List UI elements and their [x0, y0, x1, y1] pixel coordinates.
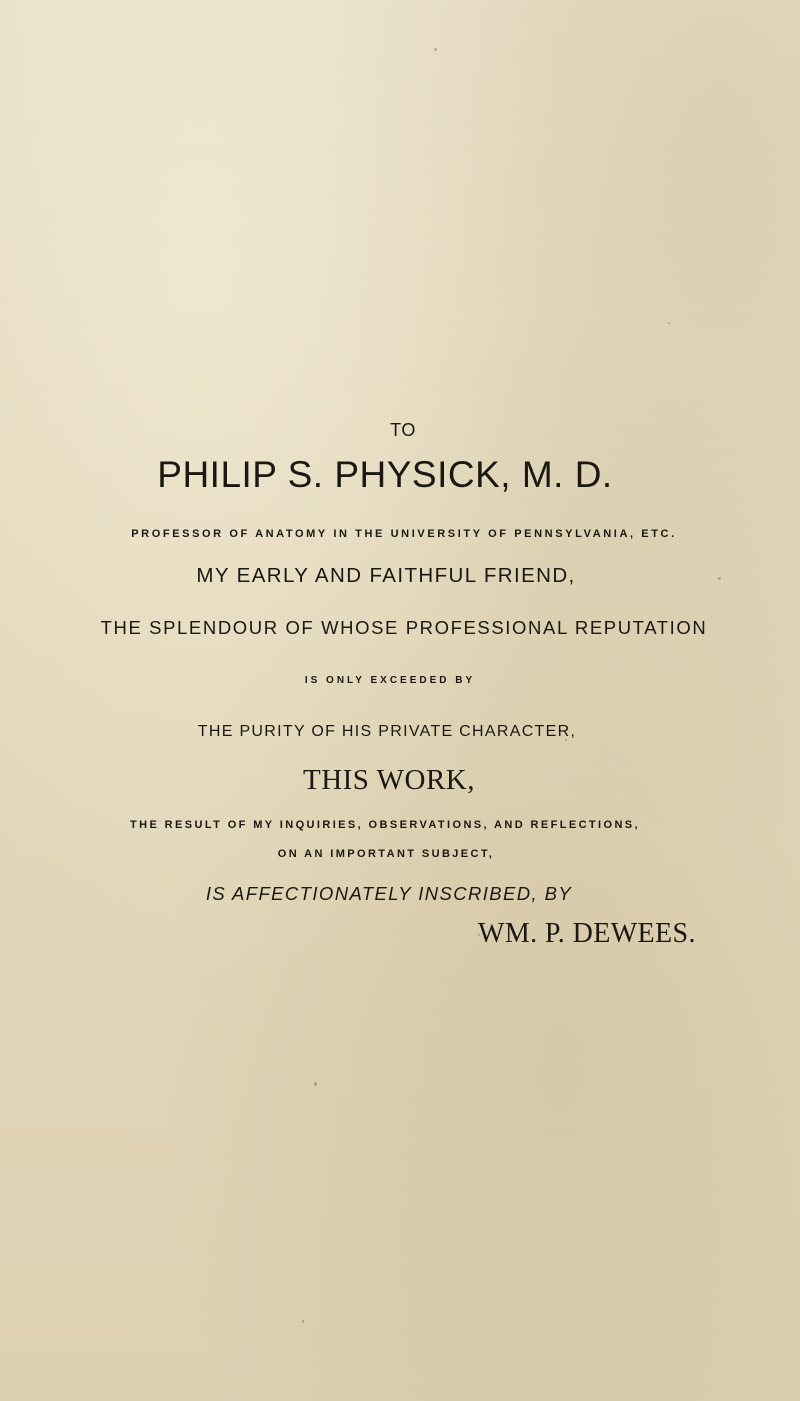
dedication-purity-line: THE PURITY OF HIS PRIVATE CHARACTER,: [197, 723, 577, 740]
dedication-splendour-line: THE SPLENDOUR OF WHOSE PROFESSIONAL REPUTATION: [100, 617, 708, 638]
dedicatee-position: PROFESSOR OF ANATOMY IN THE UNIVERSITY OF PENNSYLVANIA, ETC.: [131, 528, 677, 540]
paper-speck: [434, 48, 437, 51]
dedication-inscribed-line: IS AFFECTIONATELY INSCRIBED, BY: [205, 883, 573, 904]
dedication-result-line: THE RESULT OF MY INQUIRIES, OBSERVATIONS, AND REFLECTIONS,: [130, 819, 640, 831]
paper-speck: [668, 322, 670, 324]
dedication-to: TO: [390, 420, 416, 440]
paper-speck: [314, 1082, 317, 1086]
dedication-friend-line: MY EARLY AND FAITHFUL FRIEND,: [196, 564, 576, 587]
dedication-subject-line: ON AN IMPORTANT SUBJECT,: [277, 848, 495, 860]
dedication-work-line: THIS WORK,: [302, 764, 476, 796]
dedicatee-name: PHILIP S. PHYSICK, M. D.: [157, 454, 613, 495]
dedication-exceeded-line: IS ONLY EXCEEDED BY: [304, 675, 476, 686]
author-name: WM. P. DEWEES.: [478, 918, 696, 949]
paper-speck: [302, 1320, 304, 1323]
